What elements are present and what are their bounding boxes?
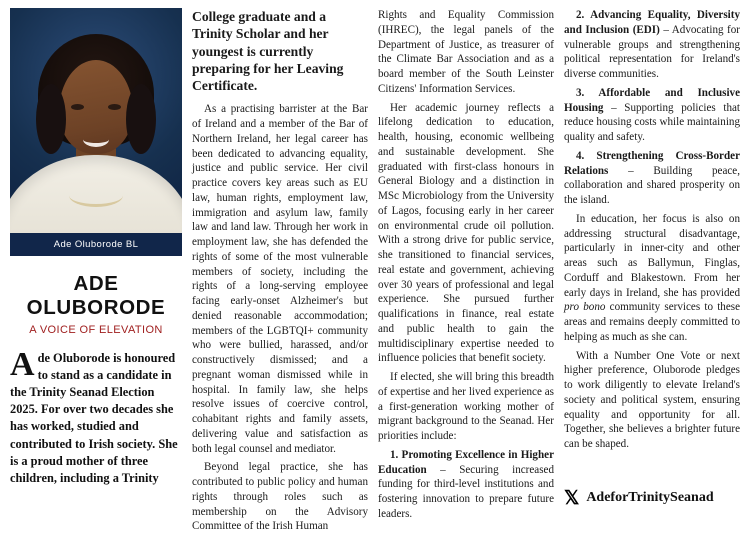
priority-item-4 bbox=[564, 149, 740, 208]
eye-left-shape bbox=[71, 104, 84, 110]
priority-item-1-text: – Securing increased funding for third-level institutions and fostering innovation to prepare future leaders. bbox=[378, 463, 554, 520]
hair-right-shape bbox=[126, 84, 156, 154]
education-text-b: community services to these areas and remains deeply committed to helping as much as she can. bbox=[564, 301, 741, 343]
eye-right-shape bbox=[108, 104, 121, 110]
text-column-three bbox=[378, 8, 554, 520]
text-column-two bbox=[192, 8, 368, 533]
priority-item-2-text: – Advocating for vulnerable groups and strengthening political representation for Ireland's diverse communities. bbox=[564, 23, 740, 80]
column-three-paragraph-1: Rights and Equality Commission (IHREC), the legal panels of the Department of Justice, as treasurer of the Climate Bar Association and as a board member of the South Leinster Citizens' Information Services. bbox=[378, 9, 554, 95]
priority-item-2 bbox=[564, 8, 740, 82]
tagline: A VOICE OF ELEVATION bbox=[29, 324, 163, 336]
education-text-emphasis: pro bono bbox=[564, 301, 606, 314]
priority-item-3 bbox=[564, 86, 740, 145]
column-four-paragraph-closing: With a Number One Vote or next higher preference, Oluborode pledges to work diligently to elevate Ireland's society and political system, ensuring equality and opportunity for all. Together, she believes a brighter future can be shaped. bbox=[564, 349, 740, 450]
education-text-a: In education, her focus is also on addressing structural disadvantage, particularly in inner-city and other areas such as Ballymun, Finglas, Corduff and Blakestown. From her early days in Ireland, she has provided bbox=[564, 212, 740, 299]
profile-column bbox=[10, 8, 182, 510]
column-two-paragraph-2: Beyond legal practice, she has contributed to public policy and human rights through roles such as membership on the Advisory Committee of the Irish Human bbox=[192, 461, 368, 533]
necklace-shape bbox=[69, 184, 123, 207]
priority-item-3-title: 3. Affordable and Inclusive Housing bbox=[564, 86, 740, 114]
lead-text: de Oluborode is honoured to stand as a candidate in the Trinity Seanad Election 2025. For over two decades she has worked, studied and contributed to Irish society. She is a proud mother of three children, including a Trinity bbox=[10, 351, 178, 485]
portrait-photo bbox=[10, 8, 182, 233]
text-column-four bbox=[564, 8, 740, 510]
column-four-paragraph-education bbox=[564, 212, 740, 345]
social-handle-label: AdeforTrinitySeanad bbox=[586, 490, 714, 506]
portrait-frame bbox=[10, 8, 182, 256]
priority-item-2-title: 2. Advancing Equality, Diversity and Inclusion (EDI) bbox=[564, 9, 740, 36]
priority-item-4-text: – Building peace, collaboration and shared prosperity on the island. bbox=[564, 164, 740, 206]
column-two-headline: College graduate and a Trinity Scholar and her youngest is currently preparing for her Leaving Certificate. bbox=[192, 9, 344, 93]
drop-cap: A bbox=[10, 346, 35, 383]
priority-item-1-title: 1. Promoting Excellence in Higher Education bbox=[378, 448, 554, 476]
lead-paragraph bbox=[10, 346, 182, 487]
page-title: ADE OLUBORODE bbox=[26, 272, 166, 319]
priority-item-4-title: 4. Strengthening Cross-Border Relations bbox=[564, 149, 740, 177]
x-twitter-icon: 𝕏 bbox=[564, 488, 580, 509]
column-three-paragraph-2: Her academic journey reflects a lifelong dedication to education, health, housing, economic wellbeing and sustainable development. She graduated with first-class honours in General Biology and a distinction in MSc Microbiology from the University of Lagos, focusing early in her career on environmental crude oil pollution. With a strong drive for public service, she transitioned to financial services, real estate and government, achieving over 30 years of professional and legal experience. She pursued further qualifications in finance, real estate and public health to gain the multidisciplinary expertise needed to influence policies that benefit society. bbox=[378, 101, 554, 365]
portrait-caption: Ade Oluborode BL bbox=[10, 233, 182, 256]
priority-item-3-text: – Supporting policies that reduce housing costs while maintaining quality and safety. bbox=[564, 101, 740, 143]
social-handle[interactable] bbox=[564, 489, 714, 508]
column-three-paragraph-3: If elected, she will bring this breadth of expertise and her lived experience as a first-generation working mother of migrant background to the Seanad. Her priorities include: bbox=[378, 371, 554, 442]
smile-shape bbox=[83, 132, 109, 147]
priority-item-1 bbox=[378, 448, 554, 522]
column-two-paragraph-1: As a practising barrister at the Bar of Ireland and a member of the Bar of Northern Ireland, her legal career has been dedicated to advancing equality, justice and public service. Her civil practice covers key areas such as EU law, human rights, employment law, immigration and asylum law, family law and land law. Through her work in employment law, she has defended the rights of some of the most vulnerable members of society, including the rights of a long-serving employee facing early-onset Alzheimer's but denied reasonable accommodation; members of the LGBTQI+ community who were bullied, harassed, and/or constructively dismissed; and a pregnant woman dismissed while in hospital. In family law, she helps resolve issues of coercive control, cohabitant rights and family assets, delivering value and satisfaction as both legal counsel and mediator. bbox=[192, 103, 368, 455]
hair-left-shape bbox=[36, 84, 66, 154]
